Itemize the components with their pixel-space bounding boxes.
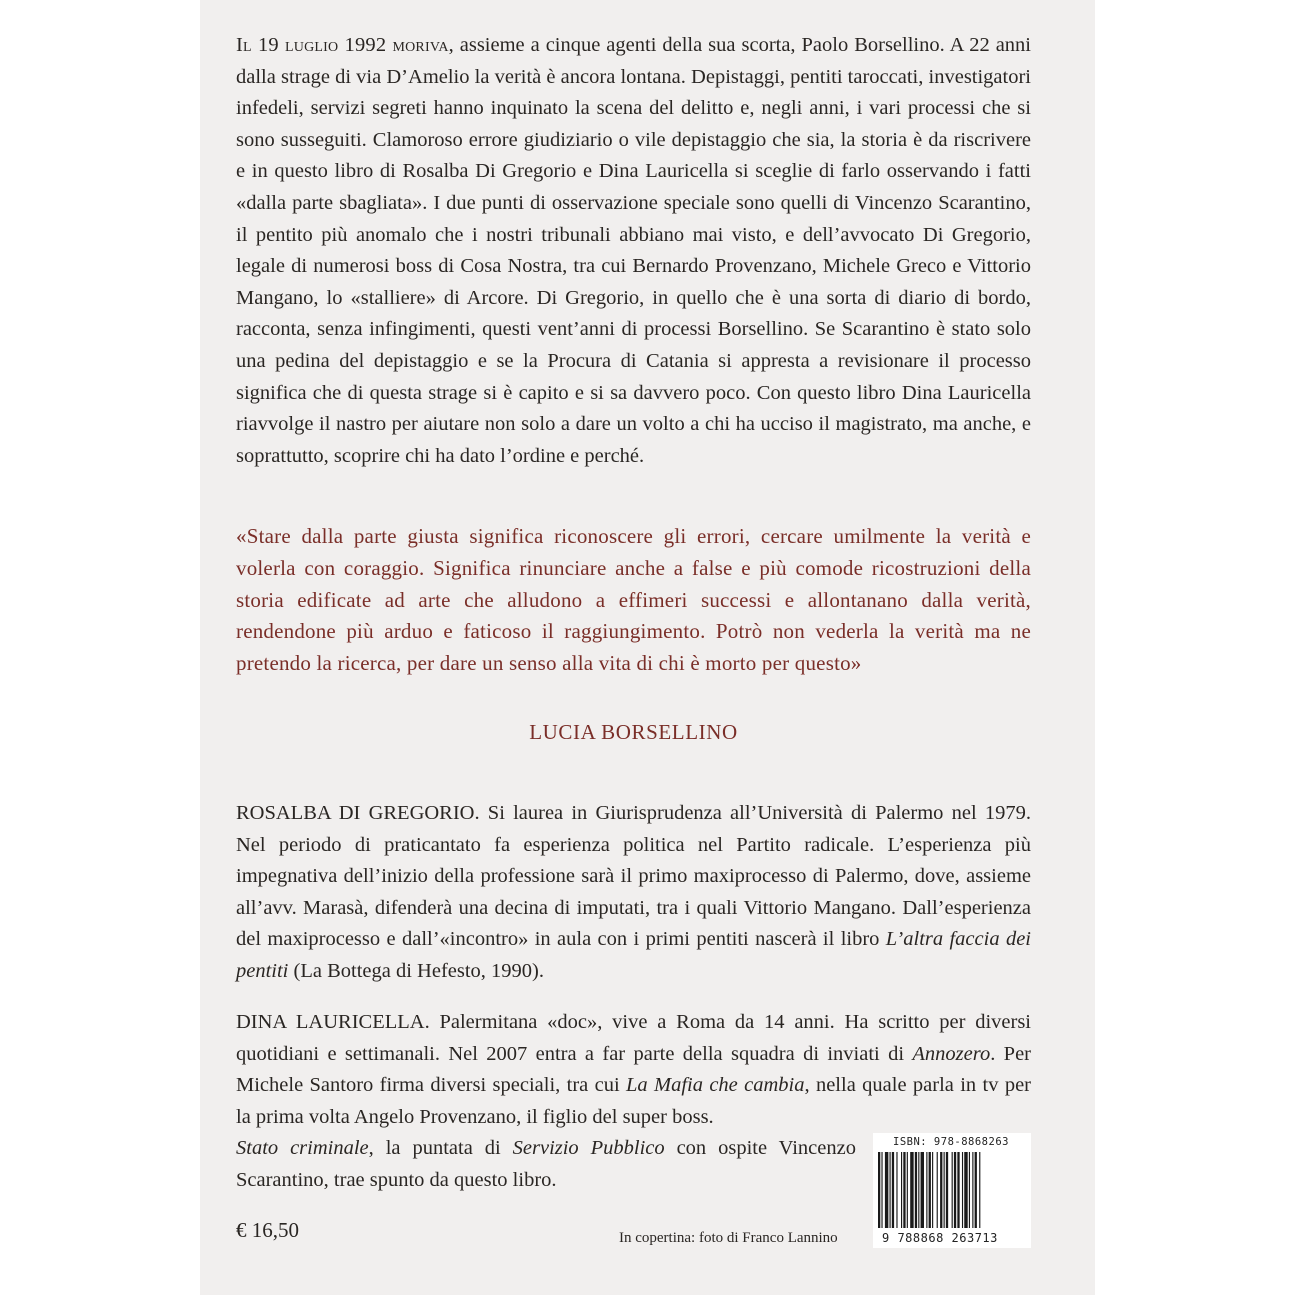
price: € 16,50: [236, 1218, 299, 1242]
show-servizio-pubblico: Servizio Pubblico: [512, 1137, 665, 1160]
bio-lauricella-text-4: , la puntata di: [368, 1137, 513, 1160]
quote-author: LUCIA BORSELLINO: [529, 720, 738, 744]
bio-lauricella-text-1: . Palermitana «doc», vive a Roma da 14 anni. Ha scritto per diversi quotidiani e settimanali. Nel 2007 entra a far parte della squadra di inviati di: [236, 1011, 1031, 1065]
author-bio-gregorio: [236, 798, 1031, 988]
isbn-text: ISBN: 978-8868263: [893, 1136, 1009, 1148]
book-title: L’altra faccia dei pentiti: [236, 928, 1031, 982]
bio-gregorio-tail: (La Bottega di Hefesto, 1990).: [288, 959, 544, 982]
bio-lauricella-text-3: , nella quale parla in tv per la prima volta Angelo Provenzano, il figlio del super boss.: [236, 1074, 1031, 1128]
ean-digits: 9 788868 263713: [882, 1231, 998, 1245]
show-stato-criminale: Stato criminale: [236, 1137, 369, 1160]
bio-lauricella-text-5: con ospite Vincenzo Scarantino, trae spunto da questo libro.: [236, 1137, 856, 1191]
barcode-bars: [876, 1152, 1028, 1230]
show-annozero: Annozero: [912, 1042, 991, 1065]
quote-text: «Stare dalla parte giusta significa riconoscere gli errori, cercare umilmente la verità e volerla con coraggio. Significa rinunciare anche a false e più comode ricostruzioni della storia edificate ad arte che alludono a effimeri successi e allontanano dalla verità, rendendone più arduo e faticoso il raggiungimento. Potrò non vederla la verità ma ne pretendo la ricerca, per dare un senso alla vita di chi è morto per questo»: [236, 524, 1031, 676]
author-name-lauricella: DINA LAURICELLA: [236, 1011, 425, 1033]
synopsis-text: , assieme a cinque agenti della sua scorta, Paolo Borsellino. A 22 anni dalla strage di via D’Amelio la verità è ancora lontana. Depistaggi, pentiti taroccati, investigatori infedeli, servizi segreti hanno inquinato la scena del delitto e, negli anni, i vari processi che si sono susseguiti. Clamoroso errore giudiziario o vile depistaggio che sia, la storia è da riscrivere e in questo libro di Rosalba Di Gregorio e Dina Lauricella si sceglie di farlo osservando i fatti «dalla parte sbagliata». I due punti di osservazione speciale sono quelli di Vincenzo Scarantino, il pentito più anomalo che i nostri tribunali abbiano mai visto, e dell’avvocato Di Gregorio, legale di numerosi boss di Cosa Nostra, tra cui Bernardo Provenzano, Michele Greco e Vittorio Mangano, lo «stalliere» di Arcore. Di Gregorio, in quello che è una sorta di diario di bordo, racconta, senza infingimenti, questi vent’anni di processi Borsellino. Se Scarantino è stato solo una pedina del depistaggio e se la Procura di Catania si appresta a revisionare il processo significa che di questa strage si è capito e si sa davvero poco. Con questo libro Dina Lauricella riavvolge il nastro per aiutare non solo a dare un volto a chi ha ucciso il magistrato, ma anche, e soprattutto, scoprire chi ha dato l’ordine e perché.: [236, 34, 1031, 467]
cover-photo-credit: In copertina: foto di Franco Lannino: [619, 1230, 838, 1246]
bio-lauricella-last-lines: [236, 1133, 856, 1196]
bio-gregorio-text: . Si laurea in Giurisprudenza all’Università di Palermo nel 1979. Nel periodo di praticantato fa esperienza politica nel Partito radicale. L’esperienza più impegnativa dell’inizio della professione sarà il primo maxiprocesso di Palermo, dove, assieme all’avv. Marasà, difenderà una decina di imputati, tra i quali Vittorio Mangano. Dall’esperienza del maxiprocesso e dall’«incontro» in aula con i primi pentiti nascerà il libro: [236, 802, 1031, 951]
author-name-gregorio: ROSALBA DI GREGORIO: [236, 802, 475, 824]
bio-lauricella-text-2: . Per Michele Santoro firma diversi speciali, tra cui: [236, 1042, 1031, 1097]
show-mafia-che-cambia: La Mafia che cambia: [626, 1074, 805, 1097]
synopsis-paragraph: [236, 30, 1031, 472]
synopsis-lead: Il 19 luglio 1992 moriva: [236, 34, 449, 56]
